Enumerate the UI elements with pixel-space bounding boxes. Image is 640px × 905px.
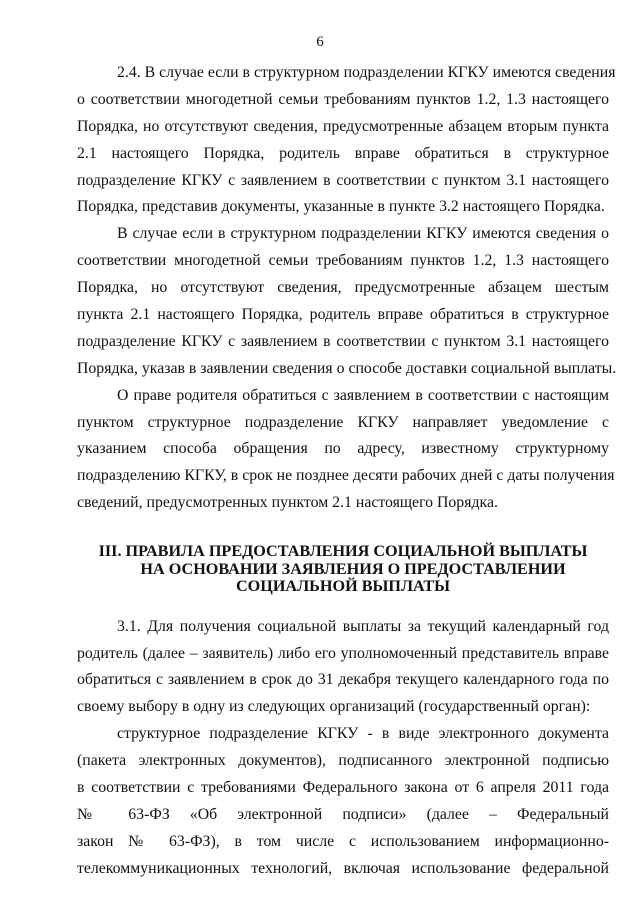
document-body [77,60,617,883]
text-line: В случае если в структурном подразделении КГКУ имеются сведения о [117,225,609,243]
text-line: подразделению КГКУ, в срок не позднее десяти рабочих дней с даты получения [77,467,615,485]
text-line: 2.1 настоящего Порядка, родитель вправе обратиться в структурное [77,144,609,162]
paragraph-2-4-second [77,221,617,382]
text-line: О праве родителя обратиться с заявлением в соответствии с настоящим [117,386,609,404]
text-line: закон № 63-ФЗ), в том числе с использованием информационно- [77,832,609,850]
paragraph-2-4-notification [77,383,615,517]
text-line: Порядка, но отсутствуют сведения, предусмотренные абзацем шестым [77,279,609,297]
heading-line: НА ОСНОВАНИИ ЗАЯВЛЕНИЯ О ПРЕДОСТАВЛЕНИИ [140,559,566,578]
section-heading [77,543,609,596]
text-line: подразделение КГКУ с заявлением в соответствии с пунктом 3.1 настоящего [77,171,609,189]
text-line: обратиться с заявлением в срок до 31 декабря текущего календарного года по [77,671,609,689]
heading-line: СОЦИАЛЬНОЙ ВЫПЛАТЫ [235,577,451,596]
paragraph-3-1-kgku [77,721,609,882]
text-line: подразделение КГКУ с заявлением в соответствии с пунктом 3.1 настоящего [77,332,609,350]
text-line: пунктом структурное подразделение КГКУ направляет уведомление с [77,413,609,431]
text-line: в соответствии с требованиями Федерального закона от 6 апреля 2011 года [77,778,609,796]
text-line: 3.1. Для получения социальной выплаты за текущий календарный год [117,617,609,635]
text-line: Порядка, указав в заявлении сведения о способе доставки социальной выплаты. [77,359,617,377]
text-line: родитель (далее – заявитель) либо его уполномоченный представитель вправе [77,644,609,662]
text-line: Порядка, представив документы, указанные в пункте 3.2 настоящего Порядка. [77,198,605,216]
text-line: о соответствии многодетной семьи требованиям пунктов 1.2, 1.3 настоящего [77,90,609,108]
text-line: Порядка, но отсутствуют сведения, предусмотренные абзацем вторым пункта [77,117,609,135]
text-line: указанием способа обращения по адресу, известному структурному [77,440,609,458]
text-line: сведений, предусмотренных пунктом 2.1 настоящего Порядка. [77,494,498,512]
text-line: пункта 2.1 настоящего Порядка, родитель вправе обратиться в структурное [77,306,609,324]
paragraph-2-4 [77,60,616,221]
heading-line: III. ПРАВИЛА ПРЕДОСТАВЛЕНИЯ СОЦИАЛЬНОЙ ВЫПЛАТЫ [98,542,588,561]
text-line: № 63-ФЗ «Об электронной подписи» (далее – Федеральный [77,805,609,823]
text-line: структурное подразделение КГКУ - в виде электронного документа [117,725,609,743]
text-line: телекоммуникационных технологий, включая использование федеральной [77,859,609,877]
text-line: соответствии многодетной семьи требованиям пунктов 1.2, 1.3 настоящего [77,252,609,270]
text-line: (пакета электронных документов), подписанного электронной подписью [77,752,609,770]
page-number: 6 [316,34,324,50]
text-line: своему выбору в одну из следующих организаций (государственный орган): [77,698,591,716]
text-line: 2.4. В случае если в структурном подразделении КГКУ имеются сведения [117,64,616,81]
paragraph-3-1 [77,614,609,722]
